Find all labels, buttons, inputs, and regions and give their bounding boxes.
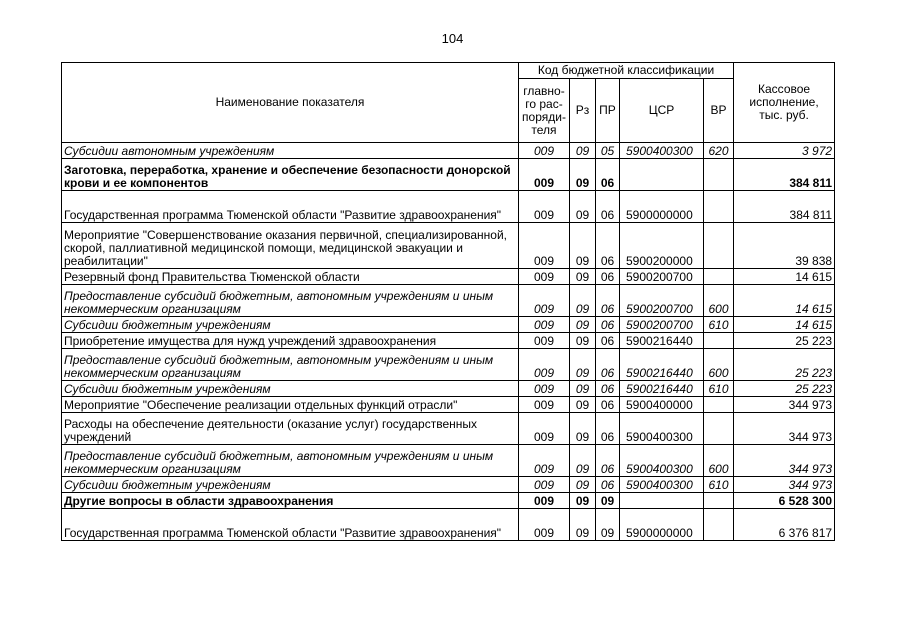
- row-rz: 09: [570, 143, 596, 159]
- row-csr: 5900400300: [620, 143, 704, 159]
- row-pr: 06: [596, 477, 620, 493]
- row-rz: 09: [570, 349, 596, 381]
- row-rz: 09: [570, 397, 596, 413]
- row-amount: 344 973: [734, 445, 835, 477]
- row-pr: 06: [596, 445, 620, 477]
- row-rz: 09: [570, 413, 596, 445]
- row-glavn: 009: [519, 269, 570, 285]
- row-vr: 600: [704, 445, 734, 477]
- row-csr: 5900216440: [620, 333, 704, 349]
- row-pr: 06: [596, 413, 620, 445]
- row-amount: 6 376 817: [734, 509, 835, 541]
- row-csr: 5900200700: [620, 285, 704, 317]
- row-vr: 620: [704, 143, 734, 159]
- budget-table: [61, 62, 835, 541]
- table-row: [62, 413, 835, 445]
- header-glavn: главно- го рас- поряди- теля: [519, 79, 570, 143]
- row-amount: 14 615: [734, 317, 835, 333]
- row-pr: 09: [596, 493, 620, 509]
- table-row: [62, 285, 835, 317]
- row-amount: 6 528 300: [734, 493, 835, 509]
- row-csr: 5900000000: [620, 509, 704, 541]
- table-row: [62, 349, 835, 381]
- row-vr: [704, 493, 734, 509]
- table-row: [62, 159, 835, 191]
- row-pr: 05: [596, 143, 620, 159]
- header-amount: Кассовое исполнение, тыс. руб.: [734, 63, 835, 143]
- row-rz: 09: [570, 191, 596, 223]
- row-name: Мероприятие "Совершенствование оказания первичной, специализированной, скорой, паллиативной медицинской помощи, медицинской эвакуации и реабилитации": [62, 223, 519, 269]
- table-body: [62, 143, 835, 541]
- row-glavn: 009: [519, 143, 570, 159]
- row-csr: [620, 493, 704, 509]
- row-name: Субсидии автономным учреждениям: [62, 143, 519, 159]
- row-rz: 09: [570, 223, 596, 269]
- row-vr: 600: [704, 349, 734, 381]
- row-vr: 610: [704, 317, 734, 333]
- row-pr: 06: [596, 285, 620, 317]
- row-rz: 09: [570, 269, 596, 285]
- row-rz: 09: [570, 509, 596, 541]
- row-csr: 5900200700: [620, 269, 704, 285]
- row-name: Другие вопросы в области здравоохранения: [62, 493, 519, 509]
- row-glavn: 009: [519, 223, 570, 269]
- row-name: Резервный фонд Правительства Тюменской области: [62, 269, 519, 285]
- row-csr: 5900400000: [620, 397, 704, 413]
- row-name: Государственная программа Тюменской области "Развитие здравоохранения": [62, 191, 519, 223]
- header-pr: ПР: [596, 79, 620, 143]
- row-name: Расходы на обеспечение деятельности (оказание услуг) государственных учреждений: [62, 413, 519, 445]
- row-name: Предоставление субсидий бюджетным, автономным учреждениям и иным некоммерческим организациям: [62, 349, 519, 381]
- row-glavn: 009: [519, 413, 570, 445]
- row-amount: 14 615: [734, 285, 835, 317]
- row-rz: 09: [570, 285, 596, 317]
- table-row: [62, 493, 835, 509]
- row-glavn: 009: [519, 445, 570, 477]
- row-amount: 39 838: [734, 223, 835, 269]
- row-amount: 384 811: [734, 191, 835, 223]
- row-rz: 09: [570, 381, 596, 397]
- row-amount: 14 615: [734, 269, 835, 285]
- row-glavn: 009: [519, 159, 570, 191]
- row-rz: 09: [570, 317, 596, 333]
- row-glavn: 009: [519, 285, 570, 317]
- row-amount: 25 223: [734, 381, 835, 397]
- row-glavn: 009: [519, 509, 570, 541]
- row-pr: 09: [596, 509, 620, 541]
- row-pr: 06: [596, 381, 620, 397]
- row-pr: 06: [596, 159, 620, 191]
- row-vr: 600: [704, 285, 734, 317]
- table-row: [62, 223, 835, 269]
- table-row: [62, 317, 835, 333]
- row-csr: 5900000000: [620, 191, 704, 223]
- row-rz: 09: [570, 445, 596, 477]
- table-row: [62, 143, 835, 159]
- row-pr: 06: [596, 223, 620, 269]
- table-row: [62, 269, 835, 285]
- row-pr: 06: [596, 269, 620, 285]
- row-name: Субсидии бюджетным учреждениям: [62, 381, 519, 397]
- row-amount: 384 811: [734, 159, 835, 191]
- row-amount: 344 973: [734, 413, 835, 445]
- header-rz: Рз: [570, 79, 596, 143]
- row-csr: 5900200700: [620, 317, 704, 333]
- row-glavn: 009: [519, 477, 570, 493]
- row-pr: 06: [596, 349, 620, 381]
- row-amount: 25 223: [734, 333, 835, 349]
- row-glavn: 009: [519, 493, 570, 509]
- row-rz: 09: [570, 477, 596, 493]
- row-vr: [704, 413, 734, 445]
- row-vr: [704, 269, 734, 285]
- table-row: [62, 445, 835, 477]
- row-vr: [704, 333, 734, 349]
- row-name: Предоставление субсидий бюджетным, автономным учреждениям и иным некоммерческим организациям: [62, 285, 519, 317]
- row-csr: [620, 159, 704, 191]
- row-name: Заготовка, переработка, хранение и обеспечение безопасности донорской крови и ее компонентов: [62, 159, 519, 191]
- row-pr: 06: [596, 317, 620, 333]
- row-vr: [704, 509, 734, 541]
- table-row: [62, 477, 835, 493]
- row-name: Государственная программа Тюменской области "Развитие здравоохранения": [62, 509, 519, 541]
- row-name: Субсидии бюджетным учреждениям: [62, 477, 519, 493]
- row-pr: 06: [596, 191, 620, 223]
- row-amount: 344 973: [734, 477, 835, 493]
- table-row: [62, 191, 835, 223]
- row-amount: 344 973: [734, 397, 835, 413]
- header-name: Наименование показателя: [62, 63, 519, 143]
- row-glavn: 009: [519, 333, 570, 349]
- row-pr: 06: [596, 333, 620, 349]
- row-csr: 5900216440: [620, 381, 704, 397]
- row-csr: 5900400300: [620, 477, 704, 493]
- row-csr: 5900400300: [620, 413, 704, 445]
- row-pr: 06: [596, 397, 620, 413]
- row-name: Субсидии бюджетным учреждениям: [62, 317, 519, 333]
- row-vr: 610: [704, 381, 734, 397]
- row-vr: [704, 191, 734, 223]
- row-rz: 09: [570, 333, 596, 349]
- table-row: [62, 509, 835, 541]
- row-glavn: 009: [519, 191, 570, 223]
- row-csr: 5900216440: [620, 349, 704, 381]
- row-amount: 3 972: [734, 143, 835, 159]
- row-vr: [704, 223, 734, 269]
- row-rz: 09: [570, 159, 596, 191]
- row-vr: 610: [704, 477, 734, 493]
- row-name: Мероприятие "Обеспечение реализации отдельных функций отрасли": [62, 397, 519, 413]
- row-name: Предоставление субсидий бюджетным, автономным учреждениям и иным некоммерческим организациям: [62, 445, 519, 477]
- row-csr: 5900200000: [620, 223, 704, 269]
- row-vr: [704, 397, 734, 413]
- row-glavn: 009: [519, 349, 570, 381]
- table-row: [62, 381, 835, 397]
- header-code-group: Код бюджетной классификации: [519, 63, 734, 79]
- row-amount: 25 223: [734, 349, 835, 381]
- table-row: [62, 333, 835, 349]
- row-glavn: 009: [519, 317, 570, 333]
- row-glavn: 009: [519, 381, 570, 397]
- header-vr: ВР: [704, 79, 734, 143]
- header-csr: ЦСР: [620, 79, 704, 143]
- page-number: 104: [441, 31, 464, 46]
- table-row: [62, 397, 835, 413]
- row-name: Приобретение имущества для нужд учреждений здравоохранения: [62, 333, 519, 349]
- row-rz: 09: [570, 493, 596, 509]
- row-vr: [704, 159, 734, 191]
- row-glavn: 009: [519, 397, 570, 413]
- row-csr: 5900400300: [620, 445, 704, 477]
